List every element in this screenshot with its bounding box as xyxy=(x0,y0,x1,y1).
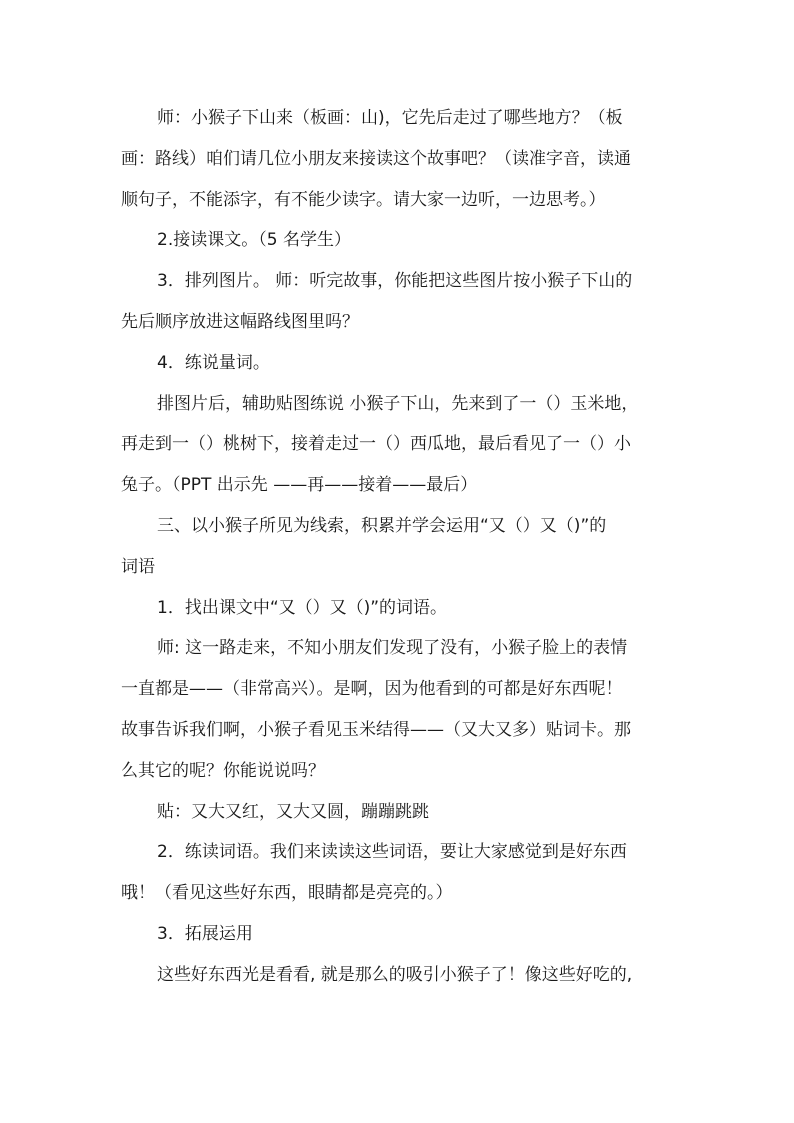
paragraph-line: 3．排列图片。 师：听完故事，你能把这些图片按小猴子下山的 xyxy=(157,271,633,292)
paragraph-line: 4．练说量词。 xyxy=(157,352,270,373)
paragraph-line: 师：小猴子下山来（板画：山)，它先后走过了哪些地方？（板 xyxy=(157,108,623,128)
document-body xyxy=(121,98,677,996)
paragraph-line: 先后顺序放进这幅路线图里吗？ xyxy=(121,311,359,332)
paragraph-line: 么其它的呢？你能说说吗？ xyxy=(121,760,325,781)
paragraph-line: 这些好东西光是看看, 就是那么的吸引小猴子了！像这些好吃的, xyxy=(157,964,633,985)
paragraph-line: 3．拓展运用 xyxy=(157,923,253,944)
paragraph-line: 再走到一（）桃树下，接着走过一（）西瓜地，最后看见了一（）小 xyxy=(121,434,631,455)
section-heading-line: 词语 xyxy=(121,556,155,577)
paragraph-line: 故事告诉我们啊，小猴子看见玉米结得——（又大又多）贴词卡。那 xyxy=(121,719,631,740)
paragraph-line: 2.接读课文。（5 名学生） xyxy=(157,230,351,251)
paragraph-line: 师: 这一路走来，不知小朋友们发现了没有，小猴子脸上的表情 xyxy=(157,638,628,659)
paragraph-line: 顺句子，不能添字，有不能少读字。请大家一边听，一边思考。） xyxy=(121,189,606,210)
paragraph-line: 哦！（看见这些好东西，眼睛都是亮亮的。） xyxy=(121,883,453,904)
paragraph-line: 2．练读词语。我们来读读这些词语，要让大家感觉到是好东西 xyxy=(157,842,627,863)
paragraph-line: 兔子。（PPT 出示先 ——再——接着——最后） xyxy=(121,475,478,496)
paragraph-line: 画：路线）咱们请几位小朋友来接读这个故事吧？（读准字音，读通 xyxy=(121,148,631,169)
section-heading-line: 三、以小猴子所见为线索，积累并学会运用“又（）又（)”的 xyxy=(157,515,607,536)
paragraph-line: 排图片后，辅助贴图练说 小猴子下山，先来到了一（）玉米地， xyxy=(157,393,639,414)
paragraph-line: 贴：又大又红，又大又圆，蹦蹦跳跳 xyxy=(157,801,429,822)
paragraph-line: 1．找出课文中“又（）又（)”的词语。 xyxy=(157,597,448,618)
paragraph-line: 一直都是——（非常高兴）。是啊，因为他看到的可都是好东西呢！ xyxy=(121,679,623,700)
